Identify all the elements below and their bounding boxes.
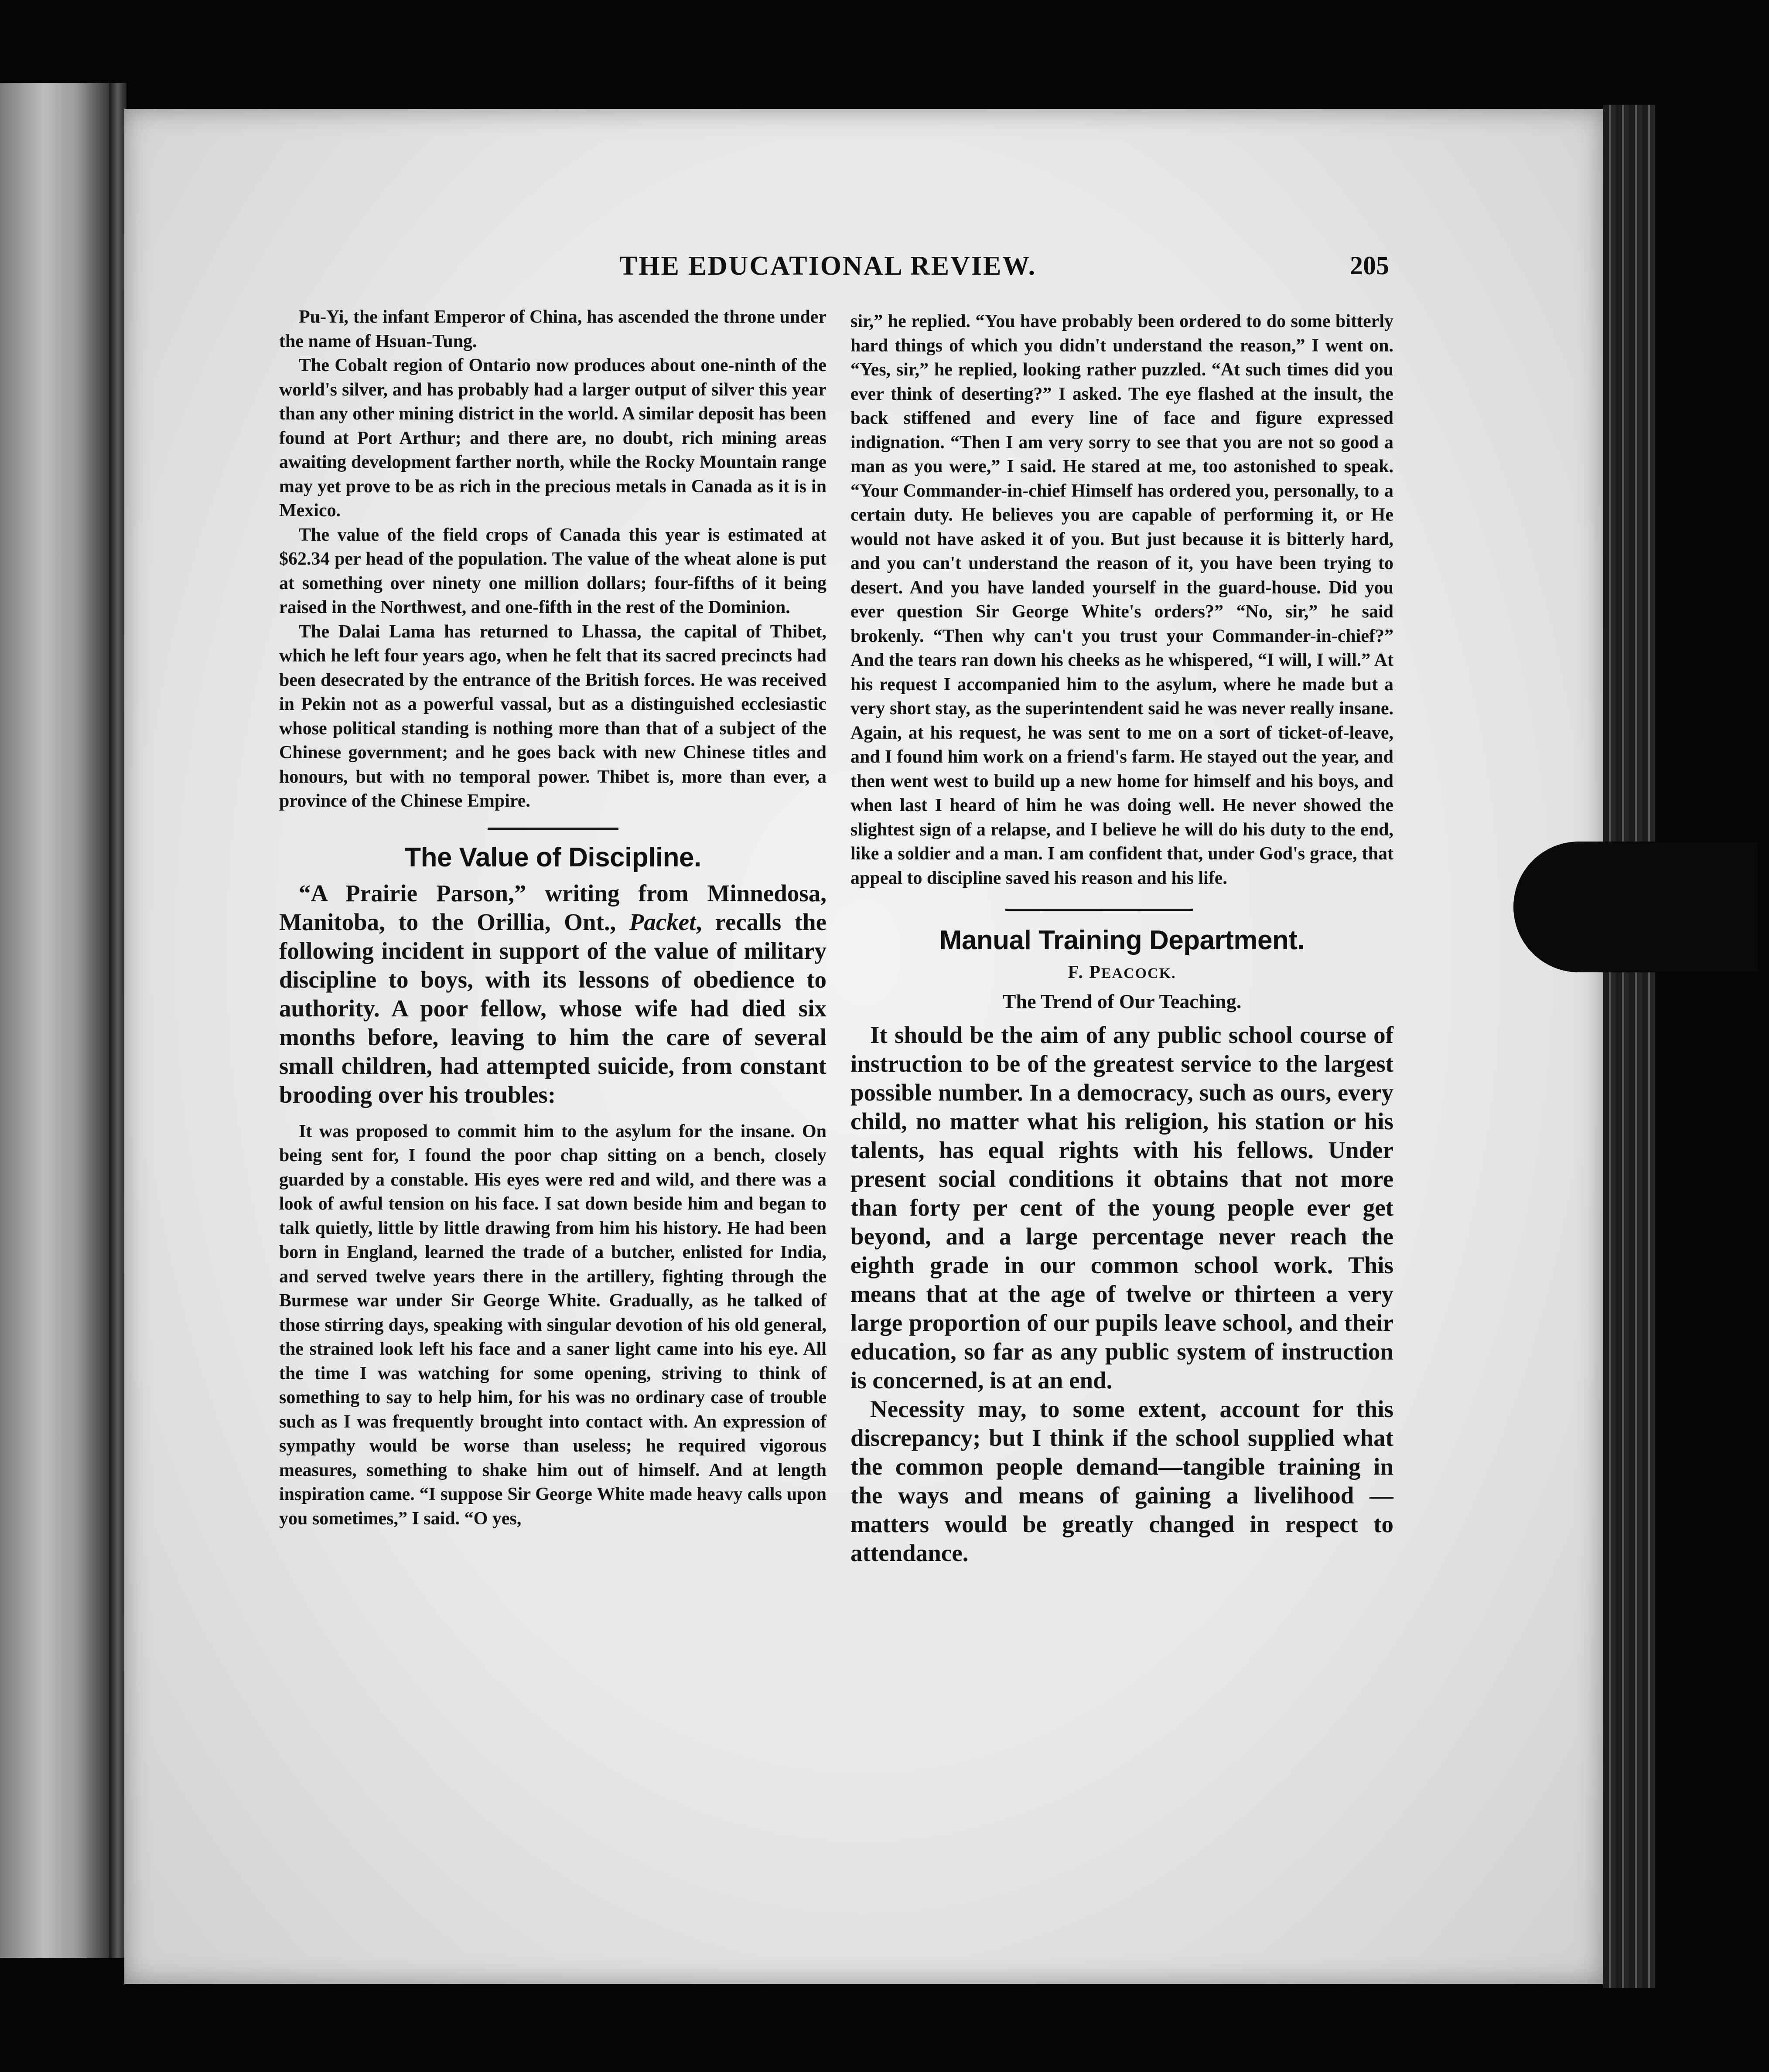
news-paragraph: The Cobalt region of Ontario now produces about one-ninth of the world's silver, and has probably had a larger output of silver this year than any other mining district in the world. A similar deposit has been found at Port Arthur; and there are, no doubt, rich mining areas awaiting development farther north, while the Rocky Mountain range may yet prove to be as rich in the precious metals in Canada as it is in Mexico. <box>279 355 826 521</box>
left-page-edge <box>0 83 109 1958</box>
manual-training-body <box>850 1021 1393 1568</box>
news-items <box>279 305 826 814</box>
discipline-continued <box>850 310 1393 890</box>
running-head: THE EDUCATIONAL REVIEW. <box>619 251 1037 281</box>
byline-surname: EACOCK. <box>1101 965 1176 981</box>
book-spine <box>109 83 126 1958</box>
page-stack-edge <box>1603 105 1655 1988</box>
discipline-heading: The Value of Discipline. <box>404 842 701 872</box>
author-byline <box>850 962 1393 983</box>
discipline-intro-newspaper: Packet <box>629 908 696 935</box>
holder-clip <box>1513 842 1758 972</box>
discipline-intro-text: , recalls the following incident in support of the value of military discipline to boys, with its lessons of obedience to authority. A poor fellow, whose wife had died six months before, leaving to him the care of several small children, had attempted suicide, from constant brooding over his troubles: <box>279 908 826 1108</box>
discipline-quote <box>279 1120 826 1531</box>
manual-training-heading: Manual Training Department. <box>939 925 1305 955</box>
right-column <box>850 310 1393 1568</box>
left-column <box>279 305 826 1531</box>
discipline-quote-text: It was proposed to commit him to the asylum for the insane. On being sent for, I found the poor chap sitting on a bench, closely guarded by a constable. His eyes were red and wild, and there was a look of awful tension on his face. I sat down beside him and began to talk quietly, little by little drawing from him his history. He had been born in England, learned the trade of a butcher, enlisted for India, and served twelve years there in the artillery, fighting through the Burmese war under Sir George White. Gradually, as he talked of those stirring days, speaking with singular devotion of his old general, the strained look left his face and a saner light came into his eye. All the time I was watching for some opening, striving to think of something to say to help him, for his was no ordinary case of trouble such as I was frequently brought into contact with. An expression of sympathy would be worse than useless; he required vigorous measures, something to shake him out of himself. And at length inspiration came. “I suppose Sir George White made heavy calls upon you sometimes,” I said. “O yes, <box>279 1121 826 1529</box>
manual-paragraph: Necessity may, to some extent, account for this discrepancy; but I think if the school supplied what the common people demand—tangible training in the ways and means of gaining a livelihood —matters would be greatly changed in respect to attendance. <box>850 1396 1393 1566</box>
news-paragraph: The value of the field crops of Canada this year is estimated at $62.34 per head of the population. The value of the wheat alone is put at something over ninety one million dollars; four-fifths of it being raised in the Northwest, and one-fifth in the rest of the Dominion. <box>279 525 826 617</box>
discipline-intro-text: “A Prairie Parson,” writing from Minnedosa, Manitoba, to the Orillia, Ont., <box>279 879 826 935</box>
discipline-intro <box>279 879 826 1109</box>
discipline-continued-text: sir,” he replied. “You have probably been ordered to do some bitterly hard things of which you didn't understand the reason,” I went on. “Yes, sir,” he replied, looking rather puzzled. “At such times did you ever think of deserting?” I asked. The eye flashed at the insult, the back stiffened and every line of face and figure expressed indignation. “Then I am very sorry to see that you are not so good a man as you were,” I said. He stared at me, too astonished to speak. “Your Commander-in-chief Himself has ordered you, personally, to a certain duty. He believes you are capable of performing it, or He would not have asked it of you. But just because it is bitterly hard, and you can't understand the reason of it, you have been trying to desert. And you have landed yourself in the guard-house. Did you ever question Sir George White's orders?” “No, sir,” he said brokenly. “Then why can't you trust your Commander-in-chief?” And the tears ran down his cheeks as he whispered, “I will, I will.” At his request I accompanied him to the asylum, where he made but a very short stay, as the superintendent said he was never really insane. Again, at his request, he was sent to me on a sort of ticket-of-leave, and I found him work on a friend's farm. He stayed out the year, and then went west to build up a new home for himself and his boys, and when last I heard of him he was doing well. He never showed the slightest sign of a relapse, and I believe he will do his duty to the end, like a soldier and a man. I am confident that, under God's grace, that appeal to discipline saved his reason and his life. <box>850 311 1393 888</box>
byline-initial: F. P <box>1068 962 1101 982</box>
page-number: 205 <box>1350 251 1389 280</box>
article-subheading: The Trend of Our Teaching. <box>1002 990 1242 1012</box>
news-paragraph: The Dalai Lama has returned to Lhassa, the capital of Thibet, which he left four years ago, when he felt that its sacred precincts had been desecrated by the entrance of the British forces. He was received in Pekin not as a powerful vassal, but as a distinguished ecclesiastic whose political standing is nothing more than that of a subject of the Chinese government; and he goes back with new Chinese titles and honours, but with no temporal power. Thibet is, more than ever, a province of the Chinese Empire. <box>279 621 826 811</box>
manual-paragraph: It should be the aim of any public school course of instruction to be of the greatest service to the largest possible number. In a democracy, such as ours, every child, no matter what his religion, his station or his talents, has equal rights with his fellows. Under present social conditions it obtains that not more than forty per cent of the young people ever get beyond, and a large percentage never reach the eighth grade in our common school work. This means that at the age of twelve or thirteen a very large proportion of our pupils leave school, and their education, so far as any public system of instruction is concerned, is at an end. <box>850 1022 1393 1394</box>
section-divider <box>1005 909 1193 911</box>
news-paragraph: Pu-Yi, the infant Emperor of China, has ascended the throne under the name of Hsuan-Tung. <box>279 307 826 351</box>
section-divider <box>488 828 618 830</box>
